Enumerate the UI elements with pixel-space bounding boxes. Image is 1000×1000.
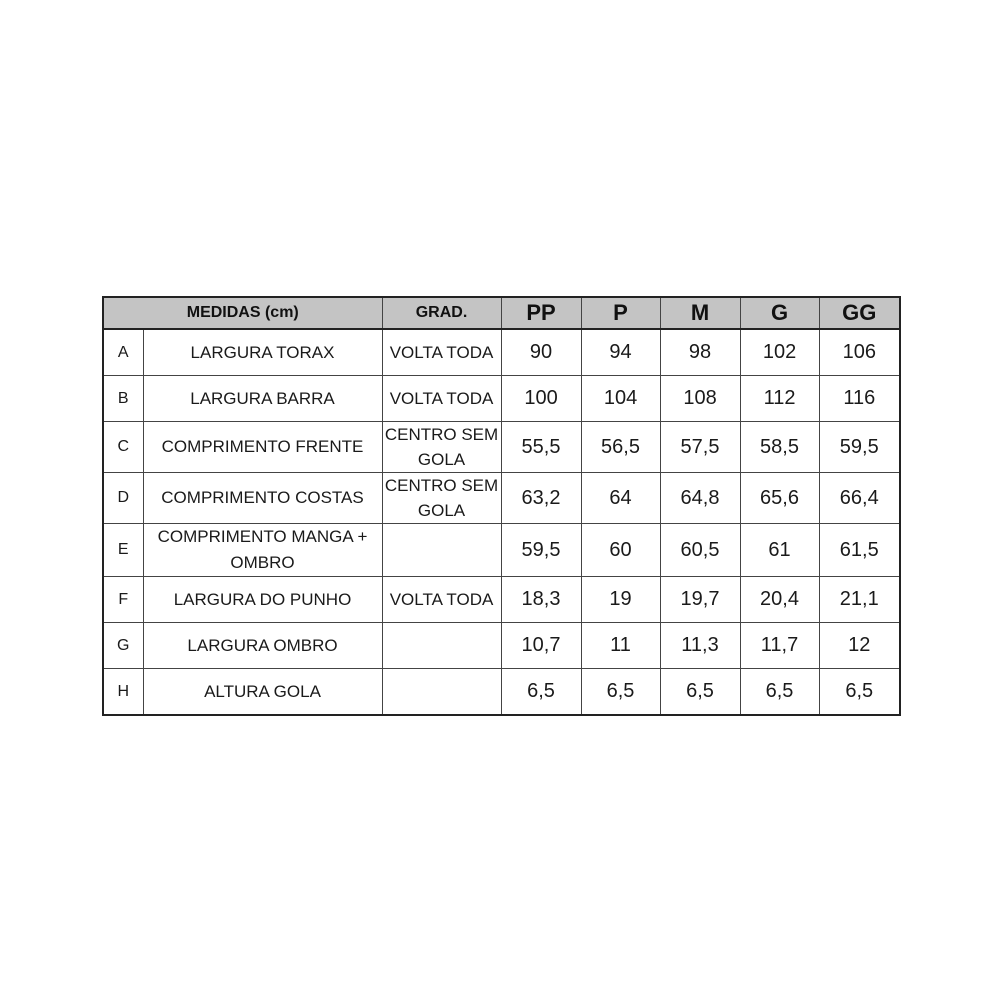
row-measure-name: LARGURA DO PUNHO xyxy=(143,577,382,623)
row-code: E xyxy=(103,524,143,577)
row-code: B xyxy=(103,376,143,422)
table-row xyxy=(103,577,900,623)
value-g: 112 xyxy=(740,376,819,422)
value-p: 60 xyxy=(581,524,660,577)
value-g: 11,7 xyxy=(740,623,819,669)
row-measure-name: LARGURA TORAX xyxy=(143,329,382,376)
size-header-g: G xyxy=(740,297,819,329)
size-chart-table xyxy=(102,296,901,716)
row-grad xyxy=(382,669,501,716)
value-m: 11,3 xyxy=(660,623,740,669)
value-pp: 55,5 xyxy=(501,422,581,473)
row-grad: VOLTA TODA xyxy=(382,376,501,422)
value-gg: 61,5 xyxy=(819,524,900,577)
size-header-pp: PP xyxy=(501,297,581,329)
value-p: 94 xyxy=(581,329,660,376)
row-grad: VOLTA TODA xyxy=(382,329,501,376)
value-pp: 63,2 xyxy=(501,473,581,524)
row-measure-name: ALTURA GOLA xyxy=(143,669,382,716)
value-gg: 6,5 xyxy=(819,669,900,716)
value-g: 61 xyxy=(740,524,819,577)
value-p: 104 xyxy=(581,376,660,422)
value-m: 108 xyxy=(660,376,740,422)
row-code: G xyxy=(103,623,143,669)
value-pp: 100 xyxy=(501,376,581,422)
value-gg: 116 xyxy=(819,376,900,422)
size-header-gg: GG xyxy=(819,297,900,329)
row-grad: VOLTA TODA xyxy=(382,577,501,623)
row-measure-name: LARGURA BARRA xyxy=(143,376,382,422)
row-code: D xyxy=(103,473,143,524)
value-g: 6,5 xyxy=(740,669,819,716)
value-pp: 90 xyxy=(501,329,581,376)
value-g: 65,6 xyxy=(740,473,819,524)
row-code: H xyxy=(103,669,143,716)
value-pp: 18,3 xyxy=(501,577,581,623)
size-header-m: M xyxy=(660,297,740,329)
row-code: A xyxy=(103,329,143,376)
value-g: 20,4 xyxy=(740,577,819,623)
row-measure-name: COMPRIMENTO MANGA + OMBRO xyxy=(143,524,382,577)
row-measure-name: LARGURA OMBRO xyxy=(143,623,382,669)
value-p: 11 xyxy=(581,623,660,669)
row-grad: CENTRO SEM GOLA xyxy=(382,473,501,524)
value-gg: 21,1 xyxy=(819,577,900,623)
size-header-p: P xyxy=(581,297,660,329)
value-g: 102 xyxy=(740,329,819,376)
table-row xyxy=(103,376,900,422)
value-m: 6,5 xyxy=(660,669,740,716)
value-m: 60,5 xyxy=(660,524,740,577)
value-gg: 59,5 xyxy=(819,422,900,473)
value-gg: 12 xyxy=(819,623,900,669)
table-row xyxy=(103,473,900,524)
value-p: 64 xyxy=(581,473,660,524)
row-code: F xyxy=(103,577,143,623)
value-m: 98 xyxy=(660,329,740,376)
header-row xyxy=(103,297,900,329)
value-m: 57,5 xyxy=(660,422,740,473)
value-p: 6,5 xyxy=(581,669,660,716)
value-p: 19 xyxy=(581,577,660,623)
row-measure-name: COMPRIMENTO COSTAS xyxy=(143,473,382,524)
value-pp: 6,5 xyxy=(501,669,581,716)
row-grad xyxy=(382,524,501,577)
row-measure-name: COMPRIMENTO FRENTE xyxy=(143,422,382,473)
value-m: 19,7 xyxy=(660,577,740,623)
value-g: 58,5 xyxy=(740,422,819,473)
value-gg: 66,4 xyxy=(819,473,900,524)
table-row xyxy=(103,524,900,577)
table-row xyxy=(103,329,900,376)
table-row xyxy=(103,623,900,669)
value-pp: 59,5 xyxy=(501,524,581,577)
row-grad: CENTRO SEM GOLA xyxy=(382,422,501,473)
grad-header: GRAD. xyxy=(382,297,501,329)
row-code: C xyxy=(103,422,143,473)
row-grad xyxy=(382,623,501,669)
value-m: 64,8 xyxy=(660,473,740,524)
table-row xyxy=(103,669,900,716)
measures-header: MEDIDAS (cm) xyxy=(103,297,382,329)
value-gg: 106 xyxy=(819,329,900,376)
value-pp: 10,7 xyxy=(501,623,581,669)
table-row xyxy=(103,422,900,473)
value-p: 56,5 xyxy=(581,422,660,473)
